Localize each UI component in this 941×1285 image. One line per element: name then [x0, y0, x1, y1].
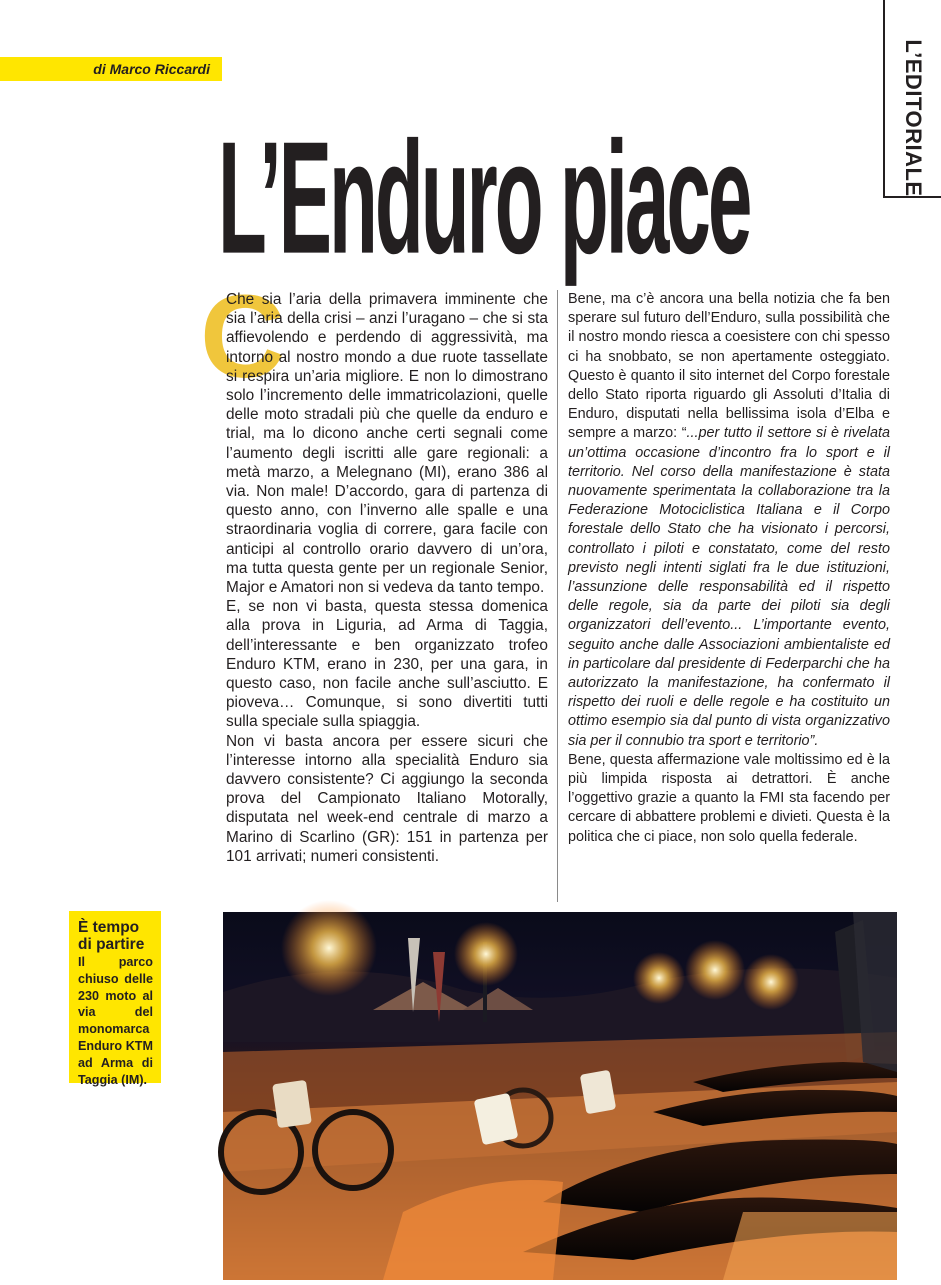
column-divider: [557, 290, 558, 902]
caption-body: Il parco chiuso delle 230 moto al via del monomarca Enduro KTM ad Arma di Taggia (IM).: [78, 955, 153, 1087]
paragraph-5: Bene, questa affermazione vale moltissimo ed è la più limpida risposta ai detrattori. È anche l’oggettivo grazie a quanto la FMI sta facendo per cercare di abbattere problemi e divieti. Questa è la politica che ci piace, non solo quella federale.: [568, 751, 890, 845]
paddock-photo-illustration: [223, 912, 897, 1280]
author-byline: [0, 57, 222, 81]
paragraph-3: Non vi basta ancora per essere sicuri che l’interesse intorno alla specialità Enduro sia davvero consistente? Ci aggiungo la seconda prova del Campionato Italiano Motorally, disputata nel week-end centrale di marzo a Marino di Scarlino (GR): 151 in partenza per 101 arrivati; numeri consistenti.: [226, 732, 548, 865]
paragraph-2: E, se non vi basta, questa stessa domenica alla prova in Liguria, ad Arma di Taggia, dell’interessante e ben organizzato trofeo Enduro KTM, erano in 230, per una gara, in questo caso, non facile anche sull’asciutto. E pioveva… Comunque, si sono divertiti tutti sulla speciale sulla spiaggia.: [226, 598, 548, 731]
paragraph-4: [568, 290, 890, 751]
paragraph-4-text: Bene, ma c’è ancora una bella notizia che fa ben sperare sul futuro dell’Enduro, sulla possibilità che il nostro mondo riesca a coesistere con chi spesso ci ha snobbato, se non apertamente osteggiato. Questo è quanto il sito internet del Corpo forestale dello Stato riporta riguardo gli Assoluti d’Italia di Enduro, disputati nella bellissima isola d’Elba e sempre a marzo: “: [568, 291, 890, 442]
article-title: L’Enduro piace: [218, 107, 750, 287]
author-name: di Marco Riccardi: [93, 61, 210, 77]
drop-cap: C: [200, 271, 286, 403]
paragraph-1: Che sia l’aria della primavera imminente che sia l’aria della crisi – anzi l’uragano – che si sta affievolendo e perdendo di aggressività, ma intorno al nostro mondo a due ruote tassellate si respira un’aria migliore. E non lo dimostrano solo l’incremento delle immatricolazioni, quelle delle moto stradali più che quelle da enduro e trial, ma lo dicono anche certi segnali come l’aumento degli iscritti alle gare regionali: a metà marzo, a Melegnano (MI), erano 386 al via. Non male! D’accordo, gara di partenza di questo anno, con l’inverno alle spalle e una straordinaria voglia di correre, gara facile con anticipi al controllo orario davvero di un’ora, ma tutta questa gente per un regionale Senior, Major e Amatori non si vedeva da tanto tempo.: [226, 291, 548, 597]
article-column-right: [568, 290, 890, 847]
caption-title: È tempo di partire: [78, 919, 145, 953]
article-column-left: [226, 290, 548, 866]
section-tab: [883, 0, 941, 198]
photo-caption: [69, 911, 161, 1087]
section-label: L’EDITORIALE: [901, 39, 926, 197]
paddock-photo: [223, 912, 897, 1280]
forestry-quote: ...per tutto il settore si è rivelata un’ottima occasione d’incontro fra lo sport e il territorio. Nel corso della manifestazione è stata nuovamente sperimentata la collaborazione tra la Federazione Motociclistica Italiana e il Corpo forestale dello Stato che ha visionato i percorsi, controllato i piloti e constatato, come del resto previsto negli intenti siglati fra le due istituzioni, l’assunzione delle responsabilità ed il rispetto delle regole, sia da parte dei piloti sia degli organizzatori dell’evento... L’importante evento, seguito anche dalle Associazioni ambientaliste ed in particolare dal presidente di Federparchi che ha autorizzato la manifestazione, ha confermato il rispetto dei ruoli e delle regole e ha costituito un ottimo esempio sia dal punto di vista organizzativo sia per il connubio tra sport e territorio”.: [568, 425, 890, 749]
